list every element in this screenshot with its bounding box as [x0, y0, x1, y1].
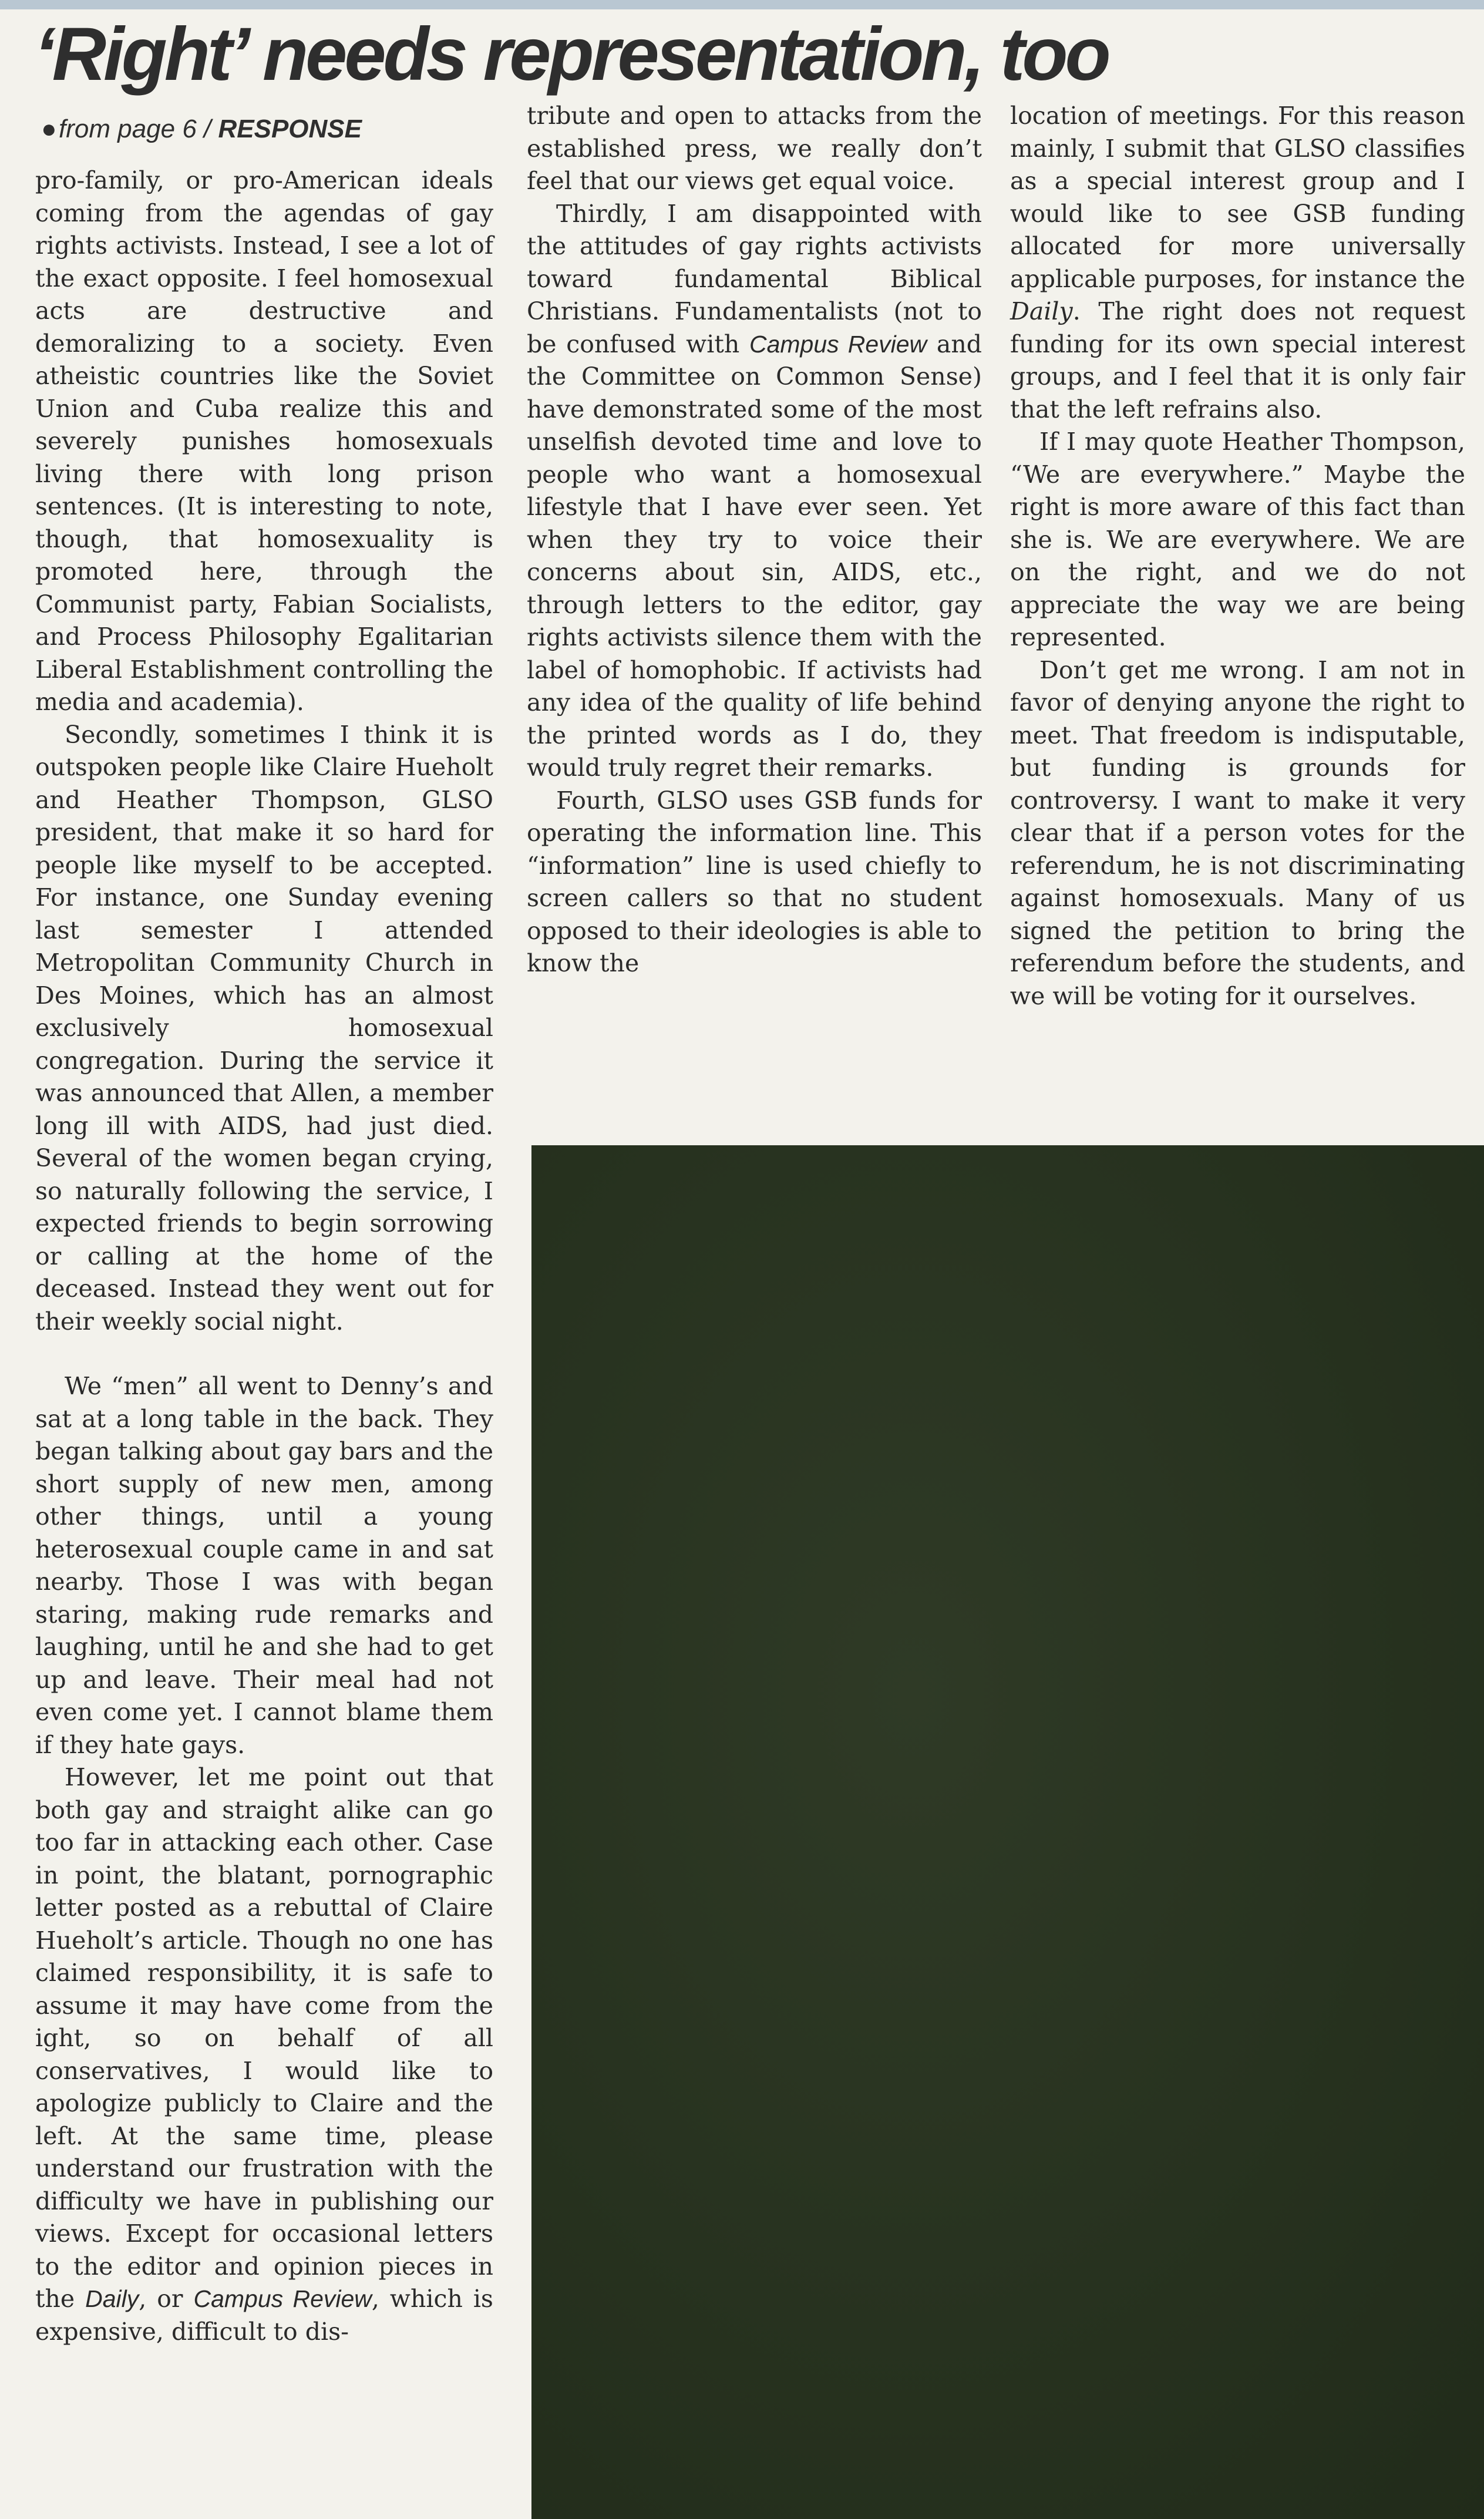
publication-name: Campus Review — [749, 330, 927, 358]
publication-name: Daily — [85, 2285, 139, 2312]
paragraph: We “men” all went to Denny’s and sat at a long table in the back. They began talking about gay bars and the short supply of new men, among other things, until a young heterosexual couple came in and sat nearby. Those I was with began staring, making rude remarks and laughing, until he and she had to get up and leave. Their meal had not even come yet. I cannot blame them if they hate gays. — [35, 1372, 493, 1759]
dateline-from: from page 6 / — [59, 115, 218, 143]
dateline — [41, 112, 362, 147]
dark-background-panel — [531, 1145, 1484, 2519]
paragraph: Don’t get me wrong. I am not in favor of denying anyone the right to meet. That freedom is indisputable, but funding is grounds for controversy. I want to make it very clear that if a person votes for the referendum, he is not discriminating against homosexuals. Many of us signed the petition to bring the referendum before the students, and we will be voting for it ourselves. — [1010, 655, 1465, 1010]
scan-border — [0, 0, 1484, 9]
bullet-icon: ● — [41, 115, 57, 143]
publication-name: Campus Review — [193, 2285, 372, 2312]
headline: ‘Right’ needs representation, too — [34, 12, 1108, 96]
article-column-3 — [1010, 100, 1465, 1013]
paragraph: If I may quote Heather Thompson, “We are everywhere.” Maybe the right is more aware of this fact than she is. We are everywhere. We are on the right, and we do not appreciate the way we are being represented. — [1010, 428, 1465, 651]
paragraph: Fourth, GLSO uses GSB funds for operating the information line. This “information” line is used chiefly to screen callers so that no student opposed to their ideologies is able to know the — [527, 786, 982, 977]
article-column-1 — [35, 164, 493, 2348]
dateline-section: RESPONSE — [218, 115, 362, 143]
paragraph: Thirdly, I am disappointed with the attitudes of gay rights activists toward fundamental Biblical Christians. Fundamentalists (not to be confused with Campus Review and the Committee on Common Sense) have demonstrated some of the most unselfish devoted time and love to people who want a homosexual lifestyle that I have ever seen. Yet when they try to voice their concerns about sin, AIDS, etc., through letters to the editor, gay rights activists silence them with the label of homophobic. If activists had any idea of the quality of life behind the printed words as I do, they would truly regret their remarks. — [527, 199, 982, 782]
paragraph: tribute and open to attacks from the established press, we really don’t feel that our views get equal voice. — [527, 102, 982, 195]
paragraph: However, let me point out that both gay and straight alike can go too far in attacking each other. Case in point, the blatant, pornographic letter posted as a rebuttal of Claire Hueholt’s article. Though no one has claimed responsibility, it is safe to assume it may have come from the ight, so on behalf of all conservatives, I would like to apologize publicly to Claire and the left. At the same time, please understand our frustration with the difficulty we have in publishing our views. Except for occasional letters to the editor and opinion pieces in the Daily, or Campus Review, which is expensive, difficult to dis- — [35, 1763, 493, 2346]
paragraph: location of meetings. For this reason mainly, I submit that GLSO classifies as a special interest group and I would like to see GSB funding allocated for more universally applicable purposes, for instance the Daily. The right does not request funding for its own special interest groups, and I feel that it is only fair that the left refrains also. — [1010, 102, 1465, 423]
paragraph: Secondly, sometimes I think it is outspoken people like Claire Hueholt and Heather Thompson, GLSO president, that make it so hard for people like myself to be accepted. For instance, one Sunday evening last semester I attended Metropolitan Community Church in Des Moines, which has an almost exclusively homosexual congregation. During the service it was announced that Allen, a member long ill with AIDS, had just died. Several of the women began crying, so naturally following the service, I expected friends to begin sorrowing or calling at the home of the deceased. Instead they went out for their weekly social night. — [35, 720, 493, 1336]
paragraph: pro-family, or pro-American ideals coming from the agendas of gay rights activists. Instead, I see a lot of the exact opposite. I feel homosexual acts are destructive and demoralizing to a society. Even atheistic countries like the Soviet Union and Cuba realize this and severely punishes homosexuals living there with long prison sentences. (It is interesting to note, though, that homosexuality is promoted here, through the Communist party, Fabian Socialists, and Process Philosophy Egalitarian Liberal Establishment controlling the media and academia). — [35, 166, 493, 716]
publication-name: Daily — [1010, 297, 1073, 325]
article-column-2 — [527, 100, 982, 980]
